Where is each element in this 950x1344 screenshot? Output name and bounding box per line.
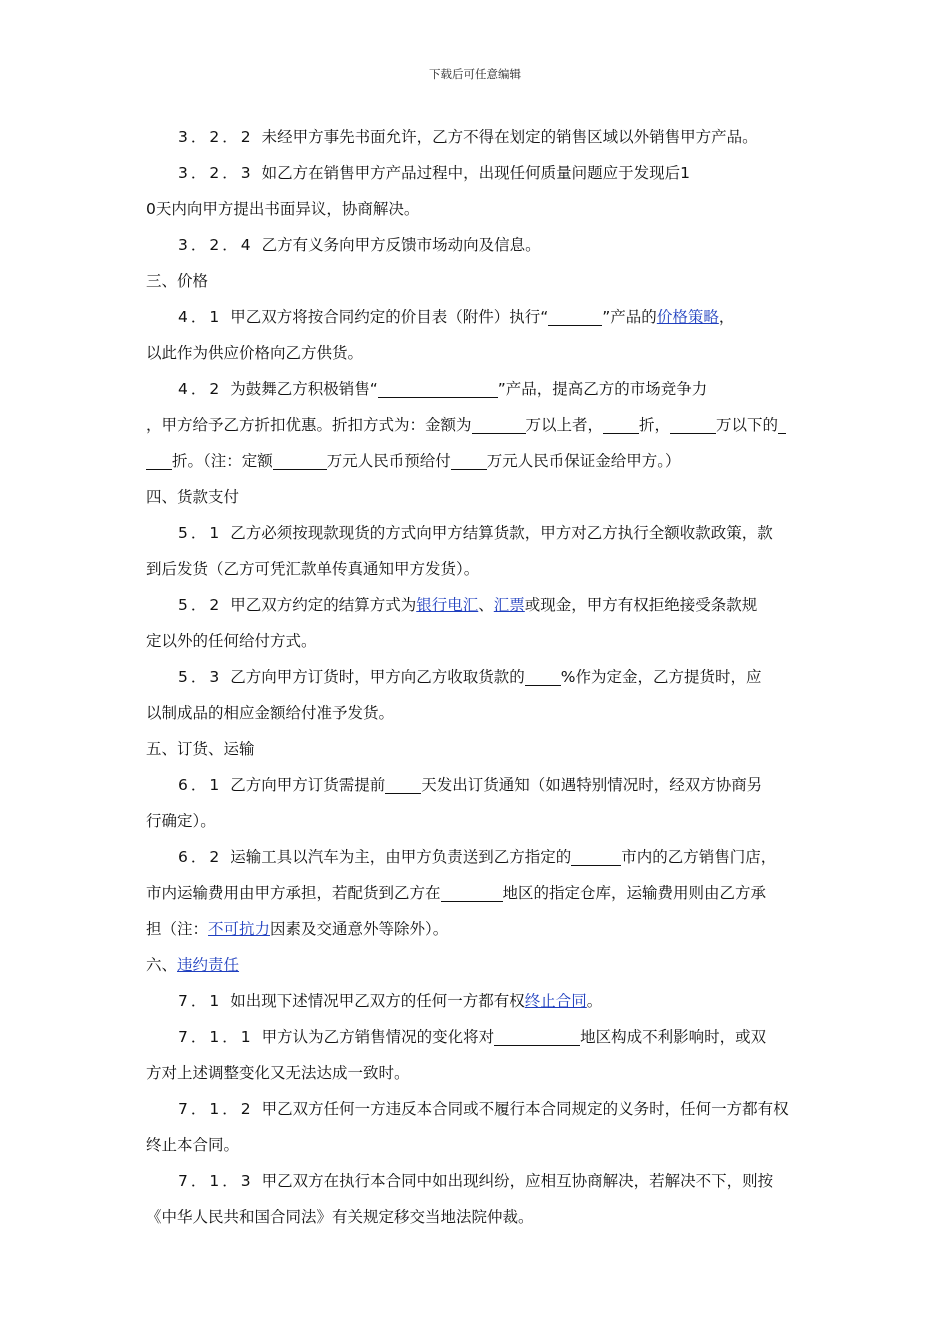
clause-number: 7．1 xyxy=(178,992,223,1010)
clause-text: 如乙方在销售甲方产品过程中，出现任何质量问题应于发现后1 xyxy=(261,164,690,182)
clause-text: 乙方必须按现款现货的方式向甲方结算货款，甲方对乙方执行全额收款政策，款 xyxy=(230,524,773,542)
fill-blank[interactable] xyxy=(273,450,327,470)
clause-6-2 xyxy=(146,843,814,879)
clause-number: 5．3 xyxy=(178,668,223,686)
heading-number: 六、 xyxy=(146,956,178,974)
clause-text: 《中华人民共和国合同法》有关规定移交当地法院仲裁。 xyxy=(146,1208,534,1226)
fill-blank[interactable] xyxy=(146,450,172,470)
clause-3-2-3-cont xyxy=(146,195,814,231)
clause-3-2-3 xyxy=(146,159,814,195)
clause-text: 万元人民币保证金给甲方。） xyxy=(486,452,681,470)
link-terminate-contract[interactable]: 终止合同 xyxy=(524,992,587,1010)
section-heading-payment: 四、货款支付 xyxy=(146,488,240,506)
clause-4-1 xyxy=(146,303,814,339)
clause-number: 4．2 xyxy=(178,380,223,398)
section-heading-price: 三、价格 xyxy=(146,272,209,290)
clause-text: 担（注： xyxy=(146,920,209,938)
clause-number: 4．1 xyxy=(178,308,223,326)
clause-number: 5．1 xyxy=(178,524,223,542)
fill-blank[interactable] xyxy=(385,774,421,794)
fill-blank[interactable] xyxy=(441,882,503,902)
clause-number: 3．2．2 xyxy=(178,128,254,146)
fill-blank[interactable] xyxy=(472,414,526,434)
clause-text: 到后发货（乙方可凭汇款单传真通知甲方发货）。 xyxy=(146,560,480,578)
clause-6-2-cont-2 xyxy=(146,915,814,951)
clause-7-1-3 xyxy=(146,1167,814,1203)
clause-text: 如出现下述情况甲乙双方的任何一方都有权 xyxy=(230,992,525,1010)
clause-7-1-2 xyxy=(146,1095,814,1131)
link-force-majeure[interactable]: 不可抗力 xyxy=(208,920,271,938)
clause-7-1-1 xyxy=(146,1023,814,1059)
clause-text: 。 xyxy=(586,992,603,1010)
clause-text: %作为定金，乙方提货时，应 xyxy=(560,668,762,686)
clause-text: 万元人民币预给付 xyxy=(326,452,451,470)
clause-7-1-3-cont xyxy=(146,1203,814,1239)
clause-text: 终止本合同。 xyxy=(146,1136,240,1154)
link-bank-wire[interactable]: 银行电汇 xyxy=(416,596,479,614)
clause-5-2-cont xyxy=(146,627,814,663)
clause-text: 甲乙双方约定的结算方式为 xyxy=(230,596,417,614)
clause-text: 行确定）。 xyxy=(146,812,216,830)
clause-7-1-2-cont xyxy=(146,1131,814,1167)
fill-blank[interactable] xyxy=(548,306,602,326)
clause-number: 7．1．1 xyxy=(178,1028,254,1046)
clause-text: 甲乙双方任何一方违反本合同或不履行本合同规定的义务时，任何一方都有权 xyxy=(261,1100,789,1118)
clause-number: 7．1．2 xyxy=(178,1100,254,1118)
clause-7-1-1-cont xyxy=(146,1059,814,1095)
fill-blank[interactable] xyxy=(603,414,639,434)
clause-text: 乙方有义务向甲方反馈市场动向及信息。 xyxy=(261,236,541,254)
link-price-strategy[interactable]: 价格策略 xyxy=(656,308,719,326)
clause-number: 3．2．3 xyxy=(178,164,254,182)
clause-text: 折。（注：定额 xyxy=(172,452,273,470)
clause-text: 0天内向甲方提出书面异议，协商解决。 xyxy=(146,200,420,218)
clause-4-2 xyxy=(146,375,814,411)
clause-5-3-cont xyxy=(146,699,814,735)
clause-number: 6．2 xyxy=(178,848,223,866)
clause-5-1 xyxy=(146,519,814,555)
clause-6-1-cont xyxy=(146,807,814,843)
clause-number: 6．1 xyxy=(178,776,223,794)
clause-text: 因素及交通意外等除外）。 xyxy=(270,920,449,938)
fill-blank[interactable] xyxy=(670,414,716,434)
clause-text: 、 xyxy=(478,596,494,614)
clause-text: 定以外的任何给付方式。 xyxy=(146,632,317,650)
clause-5-3 xyxy=(146,663,814,699)
clause-3-2-4 xyxy=(146,231,814,267)
section-heading-ordering: 五、订货、运输 xyxy=(146,740,255,758)
fill-blank[interactable] xyxy=(451,450,487,470)
fill-blank[interactable] xyxy=(494,1026,580,1046)
clause-text: 以制成品的相应金额给付准予发货。 xyxy=(146,704,395,722)
clause-6-1 xyxy=(146,771,814,807)
clause-number: 3．2．4 xyxy=(178,236,254,254)
clause-text: 方对上述调整变化又无法达成一致时。 xyxy=(146,1064,410,1082)
clause-number: 7．1．3 xyxy=(178,1172,254,1190)
page-header: 下载后可任意编辑 xyxy=(429,67,521,81)
fill-blank[interactable] xyxy=(378,378,498,398)
link-bill-of-exchange[interactable]: 汇票 xyxy=(493,596,525,614)
clause-text: 甲乙双方将按合同约定的价目表（附件）执行“ xyxy=(230,308,549,326)
clause-text: 万以下的 xyxy=(716,416,779,434)
fill-blank[interactable] xyxy=(778,414,786,434)
clause-5-1-cont xyxy=(146,555,814,591)
clause-5-2 xyxy=(146,591,814,627)
link-breach-liability[interactable]: 违约责任 xyxy=(177,956,240,974)
clause-text: ”产品，提高乙方的市场竞争力 xyxy=(497,380,708,398)
clause-text: 乙方向甲方订货需提前 xyxy=(230,776,386,794)
clause-text: ，甲方给予乙方折扣优惠。折扣方式为：金额为 xyxy=(146,416,472,434)
clause-text: 甲乙双方在执行本合同中如出现纠纷，应相互协商解决，若解决不下，则按 xyxy=(261,1172,774,1190)
clause-text: 市内的乙方销售门店， xyxy=(621,848,777,866)
clause-text: 折， xyxy=(639,416,671,434)
clause-text: 万以上者， xyxy=(525,416,604,434)
clause-number: 5．2 xyxy=(178,596,223,614)
clause-text: 运输工具以汽车为主，由甲方负责送到乙方指定的 xyxy=(230,848,572,866)
clause-text: 市内运输费用由甲方承担，若配货到乙方在 xyxy=(146,884,441,902)
clause-4-1-cont xyxy=(146,339,814,375)
clause-text: 以此作为供应价格向乙方供货。 xyxy=(146,344,364,362)
clause-text: 未经甲方事先书面允许，乙方不得在划定的销售区域以外销售甲方产品。 xyxy=(261,128,758,146)
clause-text: 地区的指定仓库，运输费用则由乙方承 xyxy=(502,884,767,902)
fill-blank[interactable] xyxy=(525,666,561,686)
document-body xyxy=(146,123,814,1239)
clause-4-2-cont-1 xyxy=(146,411,814,447)
clause-text: 或现金，甲方有权拒绝接受条款规 xyxy=(524,596,758,614)
clause-text: ”产品的 xyxy=(602,308,657,326)
clause-text: 乙方向甲方订货时，甲方向乙方收取货款的 xyxy=(230,668,525,686)
clause-text: 天发出订货通知（如遇特别情况时，经双方协商另 xyxy=(421,776,763,794)
clause-text: 甲方认为乙方销售情况的变化将对 xyxy=(261,1028,495,1046)
clause-text: 为鼓舞乙方积极销售“ xyxy=(230,380,378,398)
clause-text: ， xyxy=(718,308,735,326)
clause-6-2-cont-1 xyxy=(146,879,814,915)
clause-4-2-cont-2 xyxy=(146,447,814,483)
clause-3-2-2 xyxy=(146,123,814,159)
fill-blank[interactable] xyxy=(571,846,621,866)
clause-7-1 xyxy=(146,987,814,1023)
clause-text: 地区构成不利影响时，或双 xyxy=(580,1028,767,1046)
section-heading-liability xyxy=(146,951,814,987)
